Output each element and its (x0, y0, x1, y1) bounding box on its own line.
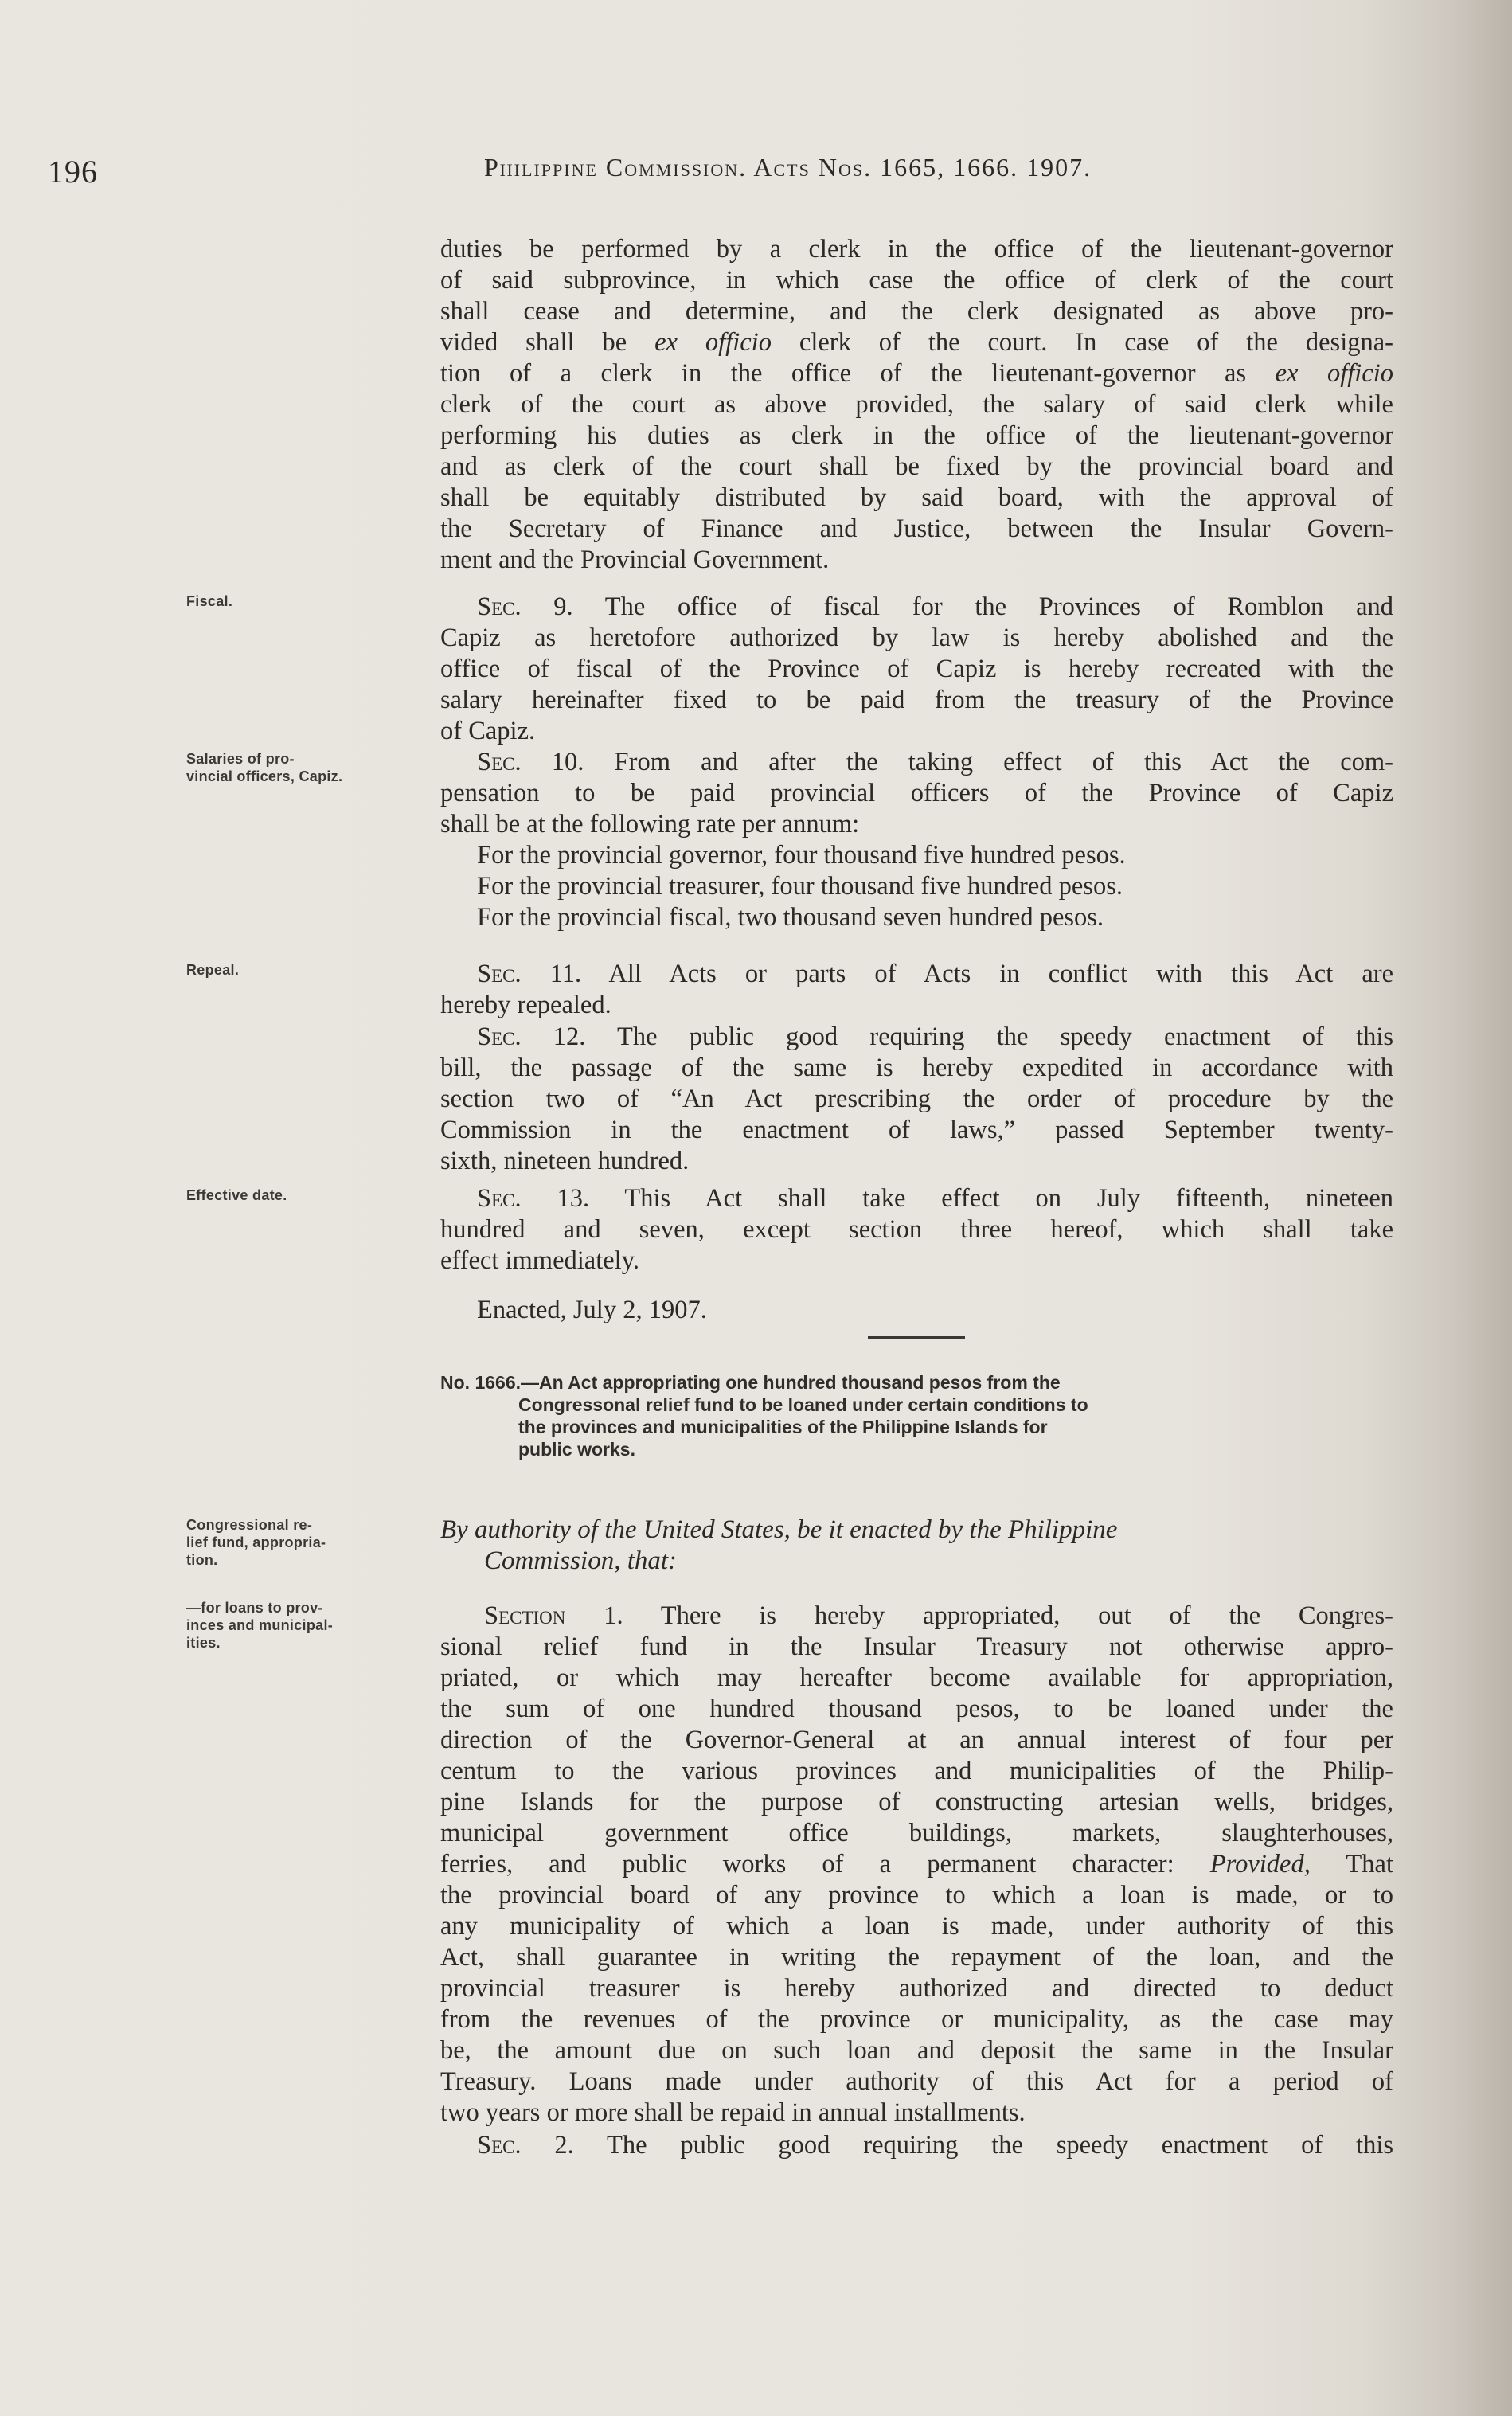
section-label: Sec. (477, 748, 522, 776)
section-2: Sec. 2. The public good requiring the speedy enactment of this (477, 2131, 1394, 2160)
section-10: Sec. 10. From and after the taking effect of this Act the com- pensation to be paid provincial officers of the Province of Capiz shall be at the following rate per annum: For the provincial governor, four thousand five hundred pesos. For the provincial treasurer, four thousand five hundred pesos. For the provincial fiscal, two thousand seven hundred pesos. (440, 748, 1394, 932)
running-head: Philippine Commission. Acts Nos. 1665, 1666. 1907. (484, 153, 1092, 182)
section-1: Section 1. There is hereby appropriated, out of the Congres- sional relief fund in the Insular Treasury not otherwise appro- priated, or which may hereafter become available for appropriation, the sum of one hundred thousand pesos, to be loaned under the direction of the Governor-General at an annual interest of four per centum to the various provinces and municipalities of the Philip- pine Islands for the purpose of constructing artesian wells, bridges, municipal government office buildings, markets, slaughterhouses, ferries, and public works of a permanent character: Provided, That the provincial board of any province to which a loan is made, or to any municipality of which a loan is made, under authority of this Act, shall guarantee in writing the repayment of the loan, and the provincial treasurer is hereby authorized and directed to deduct from the revenues of the province or municipality, as the case may be, the amount due on such loan and deposit the same in the Insular Treasury. Loans made under authority of this Act for a period of two years or more shall be repaid in annual installments. (440, 1601, 1393, 2127)
line-provided: ferries, and public works of a permanent character: Provided, That (440, 1850, 1393, 1878)
section-label: Sec. (477, 1184, 522, 1213)
act-title: No. 1666.—An Act appropriating one hundred thousand pesos from the Congressonal relief fund to be loaned under certain conditions to the provinces and municipalities of the Philippine Islands for public works. (440, 1372, 1088, 1460)
section-11: Sec. 11. All Acts or parts of Acts in conflict with this Act are hereby repealed. (440, 960, 1394, 1019)
section-13: Sec. 13. This Act shall take effect on July fifteenth, nineteen hundred and seven, except section three hereof, which shall take effect immediately. (440, 1184, 1394, 1275)
margin-note-loans: —for loans to prov- inces and municipal- ities. (186, 1600, 334, 1651)
margin-note-repeal: Repeal. (186, 962, 240, 978)
section-label: Section (484, 1601, 566, 1630)
section-12: Sec. 12. The public good requiring the speedy enactment of this bill, the passage of the same is hereby expedited in accordance with section two of “An Act prescribing the order of procedure by the Commission in the enactment of laws,” passed September twenty- sixth, nineteen hundred. (440, 1022, 1394, 1175)
section-label: Sec. (477, 1022, 522, 1051)
section-divider (868, 1336, 965, 1339)
margin-note-relief-fund: Congressional re- lief fund, appropria- tion. (186, 1517, 326, 1568)
margin-note-salaries: Salaries of pro- vincial officers, Capiz. (186, 751, 343, 784)
section-label: Sec. (477, 2131, 522, 2160)
margin-note-effective-date: Effective date. (186, 1187, 287, 1203)
enacted-line: Enacted, July 2, 1907. (477, 1296, 707, 1324)
margin-note-fiscal: Fiscal. (186, 593, 233, 609)
line-ex-officio-2: tion of a clerk in the office of the lieutenant-governor as ex officio (440, 359, 1393, 388)
page-header (48, 153, 1354, 201)
section-9: Sec. 9. The office of fiscal for the Provinces of Romblon and Capiz as heretofore authorized by law is hereby abolished and the office of fiscal of the Province of Capiz is hereby recreated with the salary hereinafter fixed to be paid from the treasury of the Province of Capiz. (440, 592, 1394, 745)
section-label: Sec. (477, 960, 522, 988)
line-ex-officio-1: vided shall be ex officio clerk of the court. In case of the designa- (440, 328, 1393, 357)
paragraph-continuation: duties be performed by a clerk in the office of the lieutenant-governor of said subprovince, in which case the office of clerk of the court shall cease and determine, and the clerk designated as above pro- vided shall be ex officio clerk of the court. In case of the designa- tion of a clerk in the office of the lieutenant-governor as ex officio clerk of the court as above provided, the salary of said clerk while performing his duties as clerk in the office of the lieutenant-governor and as clerk of the court shall be fixed by the provincial board and shall be equitably distributed by said board, with the approval of the Secretary of Finance and Justice, between the Insular Govern- ment and the Provincial Government. (440, 235, 1393, 574)
page-number: 196 (48, 154, 98, 190)
section-label: Sec. (477, 592, 522, 621)
enacting-clause: By authority of the United States, be it enacted by the Philippine Commission, that: (440, 1515, 1118, 1575)
